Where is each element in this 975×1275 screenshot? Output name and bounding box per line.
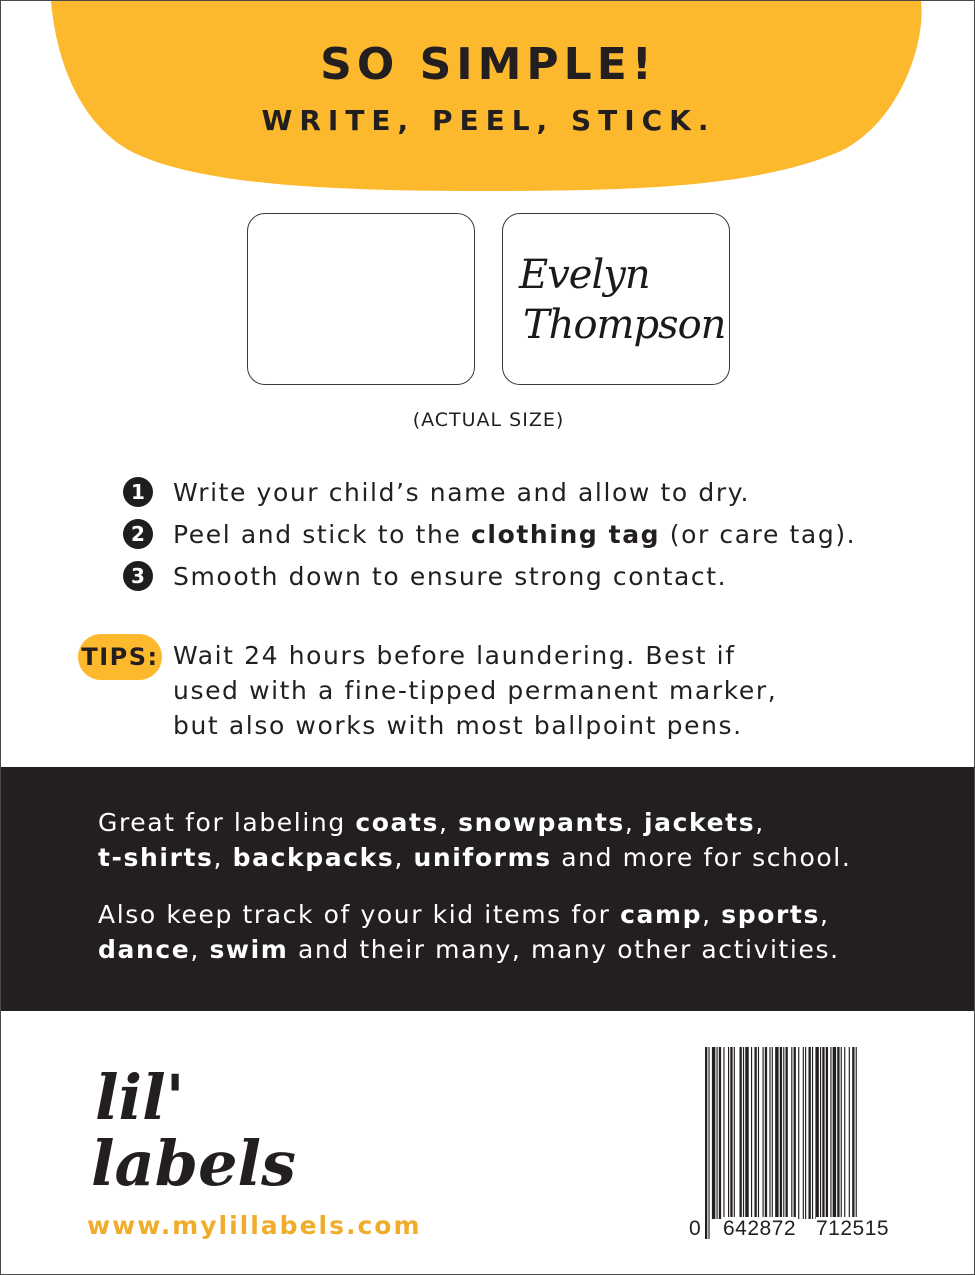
headline-write-peel-stick: WRITE, PEEL, STICK. <box>261 104 716 137</box>
step-3 <box>123 555 923 597</box>
barcode-bar <box>798 1047 799 1219</box>
barcode-icon <box>689 1043 911 1243</box>
barcode-bar <box>763 1047 764 1219</box>
sample-name-last: Thompson <box>523 302 726 348</box>
barcode-bar <box>765 1047 767 1219</box>
barcode-bar <box>723 1047 724 1219</box>
barcode-bar <box>708 1047 709 1239</box>
barcode-bar <box>758 1047 759 1219</box>
barcode-bar <box>743 1047 744 1219</box>
barcode-bar <box>730 1047 732 1219</box>
barcode-bar <box>837 1047 839 1219</box>
barcode-bar <box>822 1047 824 1219</box>
step-number-1: 1 <box>123 477 153 507</box>
package-back-panel: SO SIMPLE! WRITE, PEEL, STICK. Evelyn Thompson (ACTUAL SIZE) 1 Write your child’s name and allow to dry. 2 Peel and stick to the clothing tag (or care tag). 3 Smooth down to ensure strong contact. TIPS: Wait 24 hours before laundering. Best if used with a fine-tipped permanent marker, but also works with most ballpoint pens. Great for labeling coats, snowpants, jackets, t-shirts, backpacks, uniforms and more for school. Also keep track of your kid items for camp, sports, dance, swim and their many, many other activities. lil' labels www.mylillabels.com 0 642872 712515 <box>0 0 975 1275</box>
barcode-bar <box>844 1047 845 1219</box>
tips-text: Wait 24 hours before laundering. Best if used with a fine-tipped permanent marker, but also works with most ballpoint pens. <box>173 641 778 740</box>
barcode-bar <box>826 1047 828 1219</box>
barcode-bar <box>754 1047 756 1219</box>
barcode-bar <box>856 1047 857 1239</box>
website-url: www.mylillabels.com <box>87 1211 422 1240</box>
barcode-bar <box>820 1047 821 1219</box>
barcode-bar <box>815 1047 818 1219</box>
barcode-bar <box>728 1047 729 1219</box>
barcode-digit-first: 0 <box>689 1217 702 1240</box>
barcode-bar <box>809 1047 811 1219</box>
barcode-bar <box>803 1047 804 1219</box>
barcode-bar <box>717 1047 718 1219</box>
barcode-bar <box>852 1047 854 1239</box>
barcode-bar <box>780 1047 782 1239</box>
barcode-bar <box>812 1047 813 1219</box>
step-text-2: Peel and stick to the clothing tag (or care tag). <box>173 519 857 549</box>
instruction-steps <box>123 471 923 597</box>
barcode-bar <box>786 1047 788 1219</box>
clothing-tag-emphasis: clothing tag <box>470 519 661 549</box>
barcode-bar <box>745 1047 748 1219</box>
barcode-bar <box>712 1047 715 1219</box>
barcode-bar <box>751 1047 752 1219</box>
barcode-bar <box>734 1047 735 1219</box>
barcode-bar <box>705 1047 707 1239</box>
tips-badge: TIPS: <box>78 634 162 680</box>
headline-so-simple: SO SIMPLE! <box>320 39 657 90</box>
barcode-bar <box>841 1047 842 1219</box>
barcode-bar <box>775 1047 778 1219</box>
uses-info-band <box>1 767 975 1011</box>
step-text-1: Write your child’s name and allow to dry. <box>173 477 751 507</box>
barcode-bar <box>805 1047 806 1219</box>
written-label-sample <box>502 213 730 385</box>
yellow-header-blob <box>1 1 975 201</box>
blank-label-sample <box>247 213 475 385</box>
barcode-bar <box>783 1047 784 1239</box>
actual-size-caption: (ACTUAL SIZE) <box>412 409 565 431</box>
barcode-bar <box>794 1047 796 1219</box>
barcode-bar <box>833 1047 836 1219</box>
barcode-bar <box>849 1047 850 1219</box>
step-1 <box>123 471 923 513</box>
barcode-digits-right: 712515 <box>816 1217 890 1240</box>
barcode-bar <box>772 1047 773 1219</box>
barcode-bar <box>791 1047 792 1219</box>
barcode-bar <box>740 1047 742 1219</box>
barcode-bar <box>719 1047 721 1219</box>
step-2 <box>123 513 923 555</box>
barcode-bar <box>830 1047 831 1219</box>
barcode-bar <box>769 1047 770 1219</box>
step-text-3: Smooth down to ensure strong contact. <box>173 561 728 591</box>
step-number-3: 3 <box>123 561 153 591</box>
sample-name-first: Evelyn <box>519 252 650 298</box>
school-uses-paragraph: Great for labeling coats, snowpants, jackets, t-shirts, backpacks, uniforms and more for school. <box>98 808 852 872</box>
activity-uses-paragraph: Also keep track of your kid items for camp, sports, dance, swim and their many, many other activities. <box>98 900 840 964</box>
step-number-2: 2 <box>123 519 153 549</box>
barcode-digits-left: 642872 <box>723 1217 797 1240</box>
